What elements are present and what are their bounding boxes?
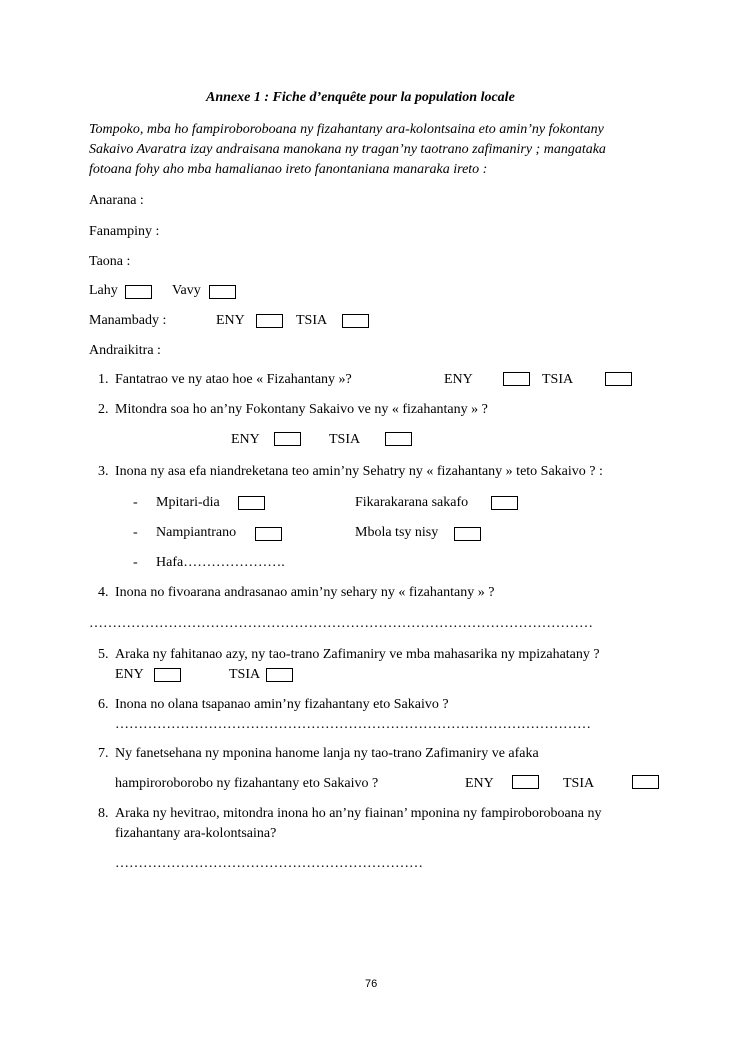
q3-opt-hafa[interactable]: Hafa…………………. [156,555,285,570]
intro-line-2: Sakaivo Avaratra izay andraisana manokana ny tragan’ny taotrano zafimaniry ; mangataka [89,142,606,157]
q4-text: Inona no fivoarana andrasanao amin’ny sehary ny « fizahantany » ? [115,585,495,600]
q2-number: 2. [98,402,109,417]
q3-opt-nampiantrano-label: Nampiantrano [156,525,237,540]
q3-opt-mbola-label: Mbola tsy nisy [355,525,439,540]
q2-eny-checkbox[interactable] [274,432,301,446]
manambady-eny-label: ENY [216,313,245,328]
manambady-tsia-checkbox[interactable] [342,314,369,328]
q7-tsia-label: TSIA [563,776,595,791]
q3-opt-mbola-checkbox[interactable] [454,527,481,541]
q4-number: 4. [98,585,109,600]
q3-opt-mpitari-label: Mpitari-dia [156,495,220,510]
lahy-label: Lahy [89,283,118,298]
vavy-label: Vavy [172,283,201,298]
q5-text: Araka ny fahitanao azy, ny tao-trano Zafimaniry ve mba mahasarika ny mpizahatany ? [115,647,600,662]
q2-tsia-label: TSIA [329,432,361,447]
q3-dash: - [133,525,138,540]
q3-dash: - [133,495,138,510]
q3-opt-fikarakarana-checkbox[interactable] [491,496,518,510]
page-title: Annexe 1 : Fiche d’enquête pour la population locale [206,90,515,105]
q5-number: 5. [98,647,109,662]
q3-opt-mpitari-checkbox[interactable] [238,496,265,510]
q7-eny-checkbox[interactable] [512,775,539,789]
q6-number: 6. [98,697,109,712]
q2-tsia-checkbox[interactable] [385,432,412,446]
q5-eny-label: ENY [115,667,144,682]
q2-eny-label: ENY [231,432,260,447]
q3-opt-fikarakarana-label: Fikarakarana sakafo [355,495,469,510]
q3-opt-nampiantrano-checkbox[interactable] [255,527,282,541]
lahy-checkbox[interactable] [125,285,152,299]
q8-number: 8. [98,806,109,821]
manambady-tsia-label: TSIA [296,313,328,328]
anarana-label: Anarana : [89,193,144,208]
q4-answer-line[interactable]: ……………………………………………………………………………………………… [89,616,593,631]
q3-text: Inona ny asa efa niandreketana teo amin’ny Sehatry ny « fizahantany » teto Sakaivo ? : [115,464,603,479]
q1-eny-checkbox[interactable] [503,372,530,386]
q3-number: 3. [98,464,109,479]
q8-text-line-1: Araka ny hevitrao, mitondra inona ho an’ny fiainan’ mponina ny fampiroboroboana ny [115,806,602,821]
page-number: 76 [365,978,378,990]
manambady-eny-checkbox[interactable] [256,314,283,328]
q1-text: Fantatrao ve ny atao hoe « Fizahantany »? [115,372,352,387]
manambady-label: Manambady : [89,313,167,328]
q7-tsia-checkbox[interactable] [632,775,659,789]
q1-number: 1. [98,372,109,387]
q2-text: Mitondra soa ho an’ny Fokontany Sakaivo ve ny « fizahantany » ? [115,402,488,417]
q8-answer-line[interactable]: ………………………………………………………… [115,856,423,871]
q7-text-line-1: Ny fanetsehana ny mponina hanome lanja ny tao-trano Zafimaniry ve afaka [115,746,539,761]
vavy-checkbox[interactable] [209,285,236,299]
q7-eny-label: ENY [465,776,494,791]
fanampiny-label: Fanampiny : [89,224,160,239]
taona-label: Taona : [89,254,131,269]
q8-text-line-2: fizahantany ara-kolontsaina? [115,826,277,841]
q5-eny-checkbox[interactable] [154,668,181,682]
intro-line-1: Tompoko, mba ho fampiroboroboana ny fizahantany ara-kolontsaina eto amin’ny fokontany [89,122,604,137]
q5-tsia-label: TSIA [229,667,261,682]
q1-tsia-label: TSIA [542,372,574,387]
q5-tsia-checkbox[interactable] [266,668,293,682]
intro-line-3: fotoana fohy aho mba hamalianao ireto fanontaniana manaraka ireto : [89,162,488,177]
q7-text-line-2: hampiroroborobo ny fizahantany eto Sakaivo ? [115,776,379,791]
q6-answer-line[interactable]: ………………………………………………………………………………………… [115,717,591,732]
q6-text: Inona no olana tsapanao amin’ny fizahantany eto Sakaivo ? [115,697,449,712]
q3-dash: - [133,555,138,570]
q1-eny-label: ENY [444,372,473,387]
q1-tsia-checkbox[interactable] [605,372,632,386]
andraikitra-label: Andraikitra : [89,343,161,358]
q7-number: 7. [98,746,109,761]
